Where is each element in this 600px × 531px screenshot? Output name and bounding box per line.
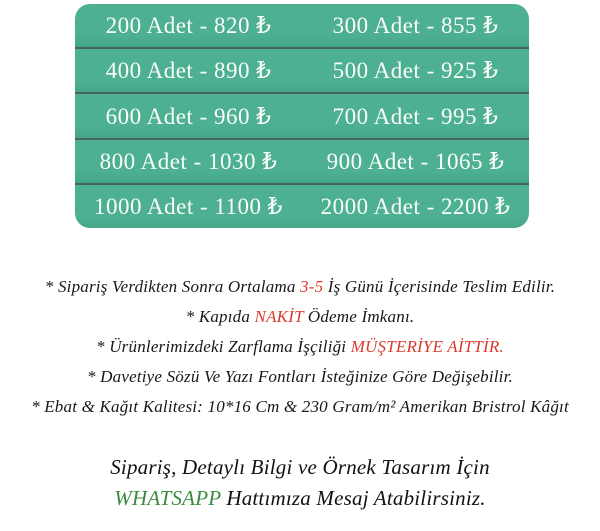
price-cell: 2000 Adet - 2200 ₺ bbox=[320, 193, 511, 219]
note-line-fonts bbox=[0, 362, 600, 392]
note-text: Ödeme İmkanı. bbox=[303, 307, 415, 326]
price-row bbox=[75, 4, 529, 49]
note-text: * Kapıda bbox=[185, 307, 255, 326]
price-cell: 500 Adet - 925 ₺ bbox=[332, 58, 499, 84]
note-highlight-red: MÜŞTERİYE AİTTİR. bbox=[350, 337, 504, 356]
note-text: * Davetiye Sözü Ve Yazı Fontları İsteğinize Göre Değişebilir. bbox=[87, 367, 513, 386]
footer-line-contact: Sipariş, Detaylı Bilgi ve Örnek Tasarım İçin bbox=[110, 455, 490, 479]
price-row bbox=[75, 94, 529, 139]
note-line-envelope bbox=[0, 332, 600, 362]
price-row bbox=[75, 185, 529, 228]
price-row bbox=[75, 140, 529, 185]
notes-section bbox=[0, 272, 600, 422]
note-highlight-red: NAKİT bbox=[254, 307, 304, 326]
price-cell: 200 Adet - 820 ₺ bbox=[105, 13, 272, 39]
note-text: * Ürünlerimizdeki Zarflama İşçiliği bbox=[96, 337, 351, 356]
note-text: İş Günü İçerisinde Teslim Edilir. bbox=[323, 277, 556, 296]
note-highlight-red: 3-5 bbox=[300, 277, 324, 296]
price-cell: 800 Adet - 1030 ₺ bbox=[99, 148, 278, 174]
note-text: * Sipariş Verdikten Sonra Ortalama bbox=[44, 277, 301, 296]
price-cell: 300 Adet - 855 ₺ bbox=[332, 13, 499, 39]
price-row bbox=[75, 49, 529, 94]
footer-section bbox=[0, 452, 600, 514]
price-cell: 400 Adet - 890 ₺ bbox=[105, 58, 272, 84]
price-cell: 600 Adet - 960 ₺ bbox=[105, 103, 272, 129]
price-cell: 700 Adet - 995 ₺ bbox=[332, 103, 499, 129]
price-cell: 1000 Adet - 1100 ₺ bbox=[94, 193, 283, 219]
footer-text: Hattımıza Mesaj Atabilirsiniz. bbox=[220, 486, 486, 510]
price-cell: 900 Adet - 1065 ₺ bbox=[326, 148, 505, 174]
note-line-delivery bbox=[0, 272, 600, 302]
note-line-payment bbox=[0, 302, 600, 332]
whatsapp-highlight: WHATSAPP bbox=[114, 486, 221, 510]
footer-line-whatsapp bbox=[0, 483, 600, 514]
note-line-paper bbox=[0, 392, 600, 422]
note-text: * Ebat & Kağıt Kalitesi: 10*16 Cm & 230 Gram/m² Amerikan Bristrol Kâğıt bbox=[31, 397, 569, 416]
price-table bbox=[75, 4, 529, 228]
